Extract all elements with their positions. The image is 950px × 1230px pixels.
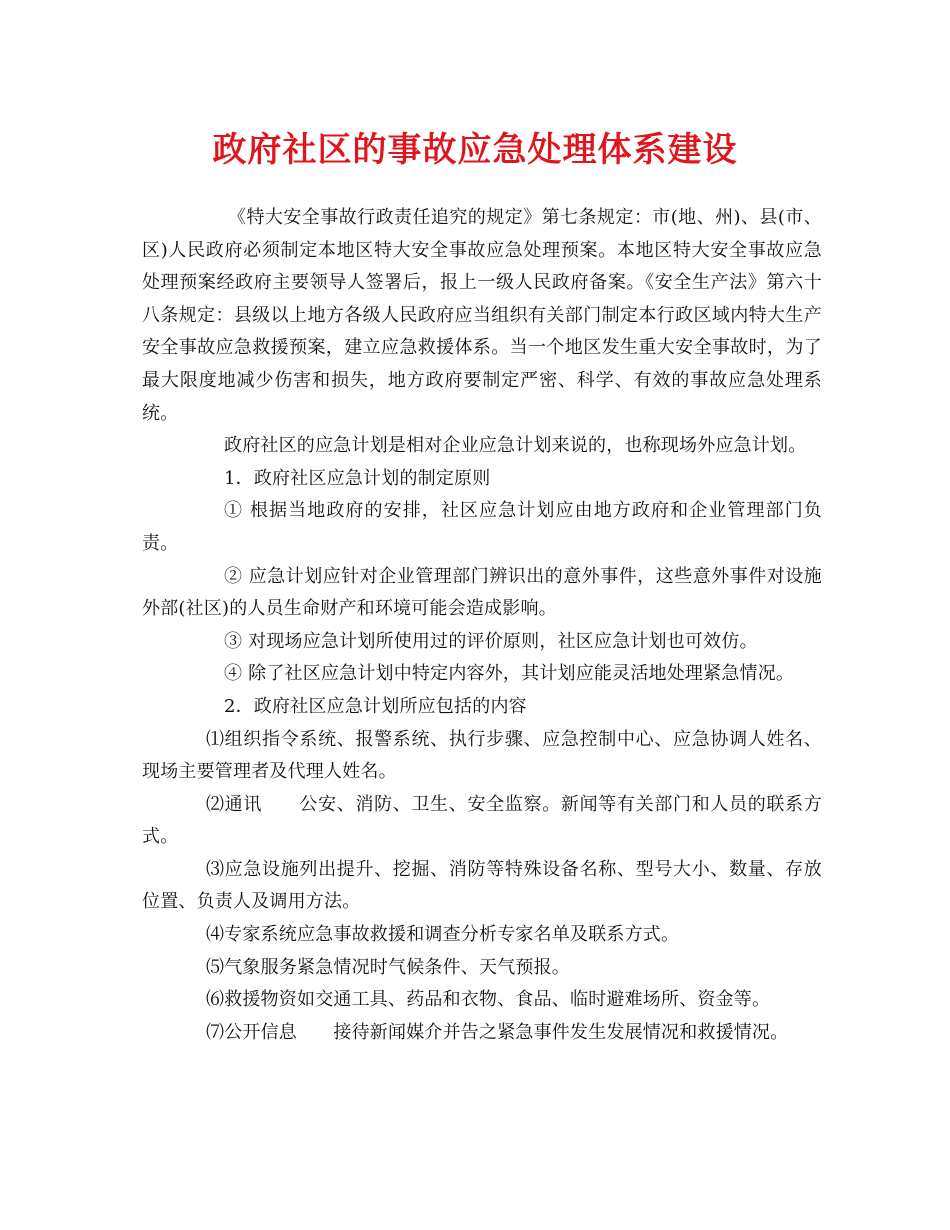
page-title: 政府社区的事故应急处理体系建设 — [212, 130, 738, 170]
content-item-4: ⑷专家系统应急事故救援和调查分析专家名单及联系方式。 — [206, 924, 680, 946]
content-item-3: ⑶应急设施列出提升、挖掘、消防等特殊设备名称、型号大小、数量、存放位置、负责人及调用方法。 — [142, 858, 822, 913]
content-item-7: ⑺公开信息 接待新闻媒介并告之紧急事件发生发展情况和救援情况。 — [206, 1021, 789, 1043]
section-heading-contents: 2．政府社区应急计划所应包括的内容 — [224, 695, 527, 717]
principle-item-1: ① 根据当地政府的安排，社区应急计划应由地方政府和企业管理部门负责。 — [142, 500, 822, 554]
paragraph-legal-basis: 《特大安全事故行政责任追究的规定》第七条规定：市(地、州)、县(市、区)人民政府必须制定本地区特大安全事故应急处理预案。本地区特大安全事故应急处理预案经政府主要领导人签署后，报上一级人民政府备案。《安全生产法》第六十八条规定：县级以上地方各级人民政府应当组织有关部门制定本行政区域内特大生产安全事故应急救援预案，建立应急救援体系。当一个地区发生重大安全事故时，为了最大限度地减少伤害和损失，地方政府要制定严密、科学、有效的事故应急处理系统。 — [142, 207, 822, 424]
principle-item-2: ② 应急计划应针对企业管理部门辨识出的意外事件，这些意外事件对设施外部(社区)的人员生命财产和环境可能会造成影响。 — [142, 565, 822, 620]
principle-item-4: ④ 除了社区应急计划中特定内容外，其计划应能灵活地处理紧急情况。 — [224, 663, 795, 685]
document-body — [142, 202, 822, 1049]
content-item-6: ⑹救援物资如交通工具、药品和衣物、食品、临时避难场所、资金等。 — [206, 989, 771, 1011]
content-item-2: ⑵通讯 公安、消防、卫生、安全监察。新闻等有关部门和人员的联系方式。 — [142, 793, 822, 848]
content-item-5: ⑸气象服务紧急情况时气候条件、天气预报。 — [206, 956, 570, 978]
paragraph-definition: 政府社区的应急计划是相对企业应急计划来说的，也称现场外应急计划。 — [224, 435, 807, 457]
principle-item-3: ③ 对现场应急计划所使用过的评价原则，社区应急计划也可效仿。 — [224, 630, 758, 652]
section-heading-principles: 1．政府社区应急计划的制定原则 — [224, 467, 491, 489]
content-item-1: ⑴组织指令系统、报警系统、执行步骤、应急控制中心、应急协调人姓名、现场主要管理者及代理人姓名。 — [142, 728, 822, 783]
